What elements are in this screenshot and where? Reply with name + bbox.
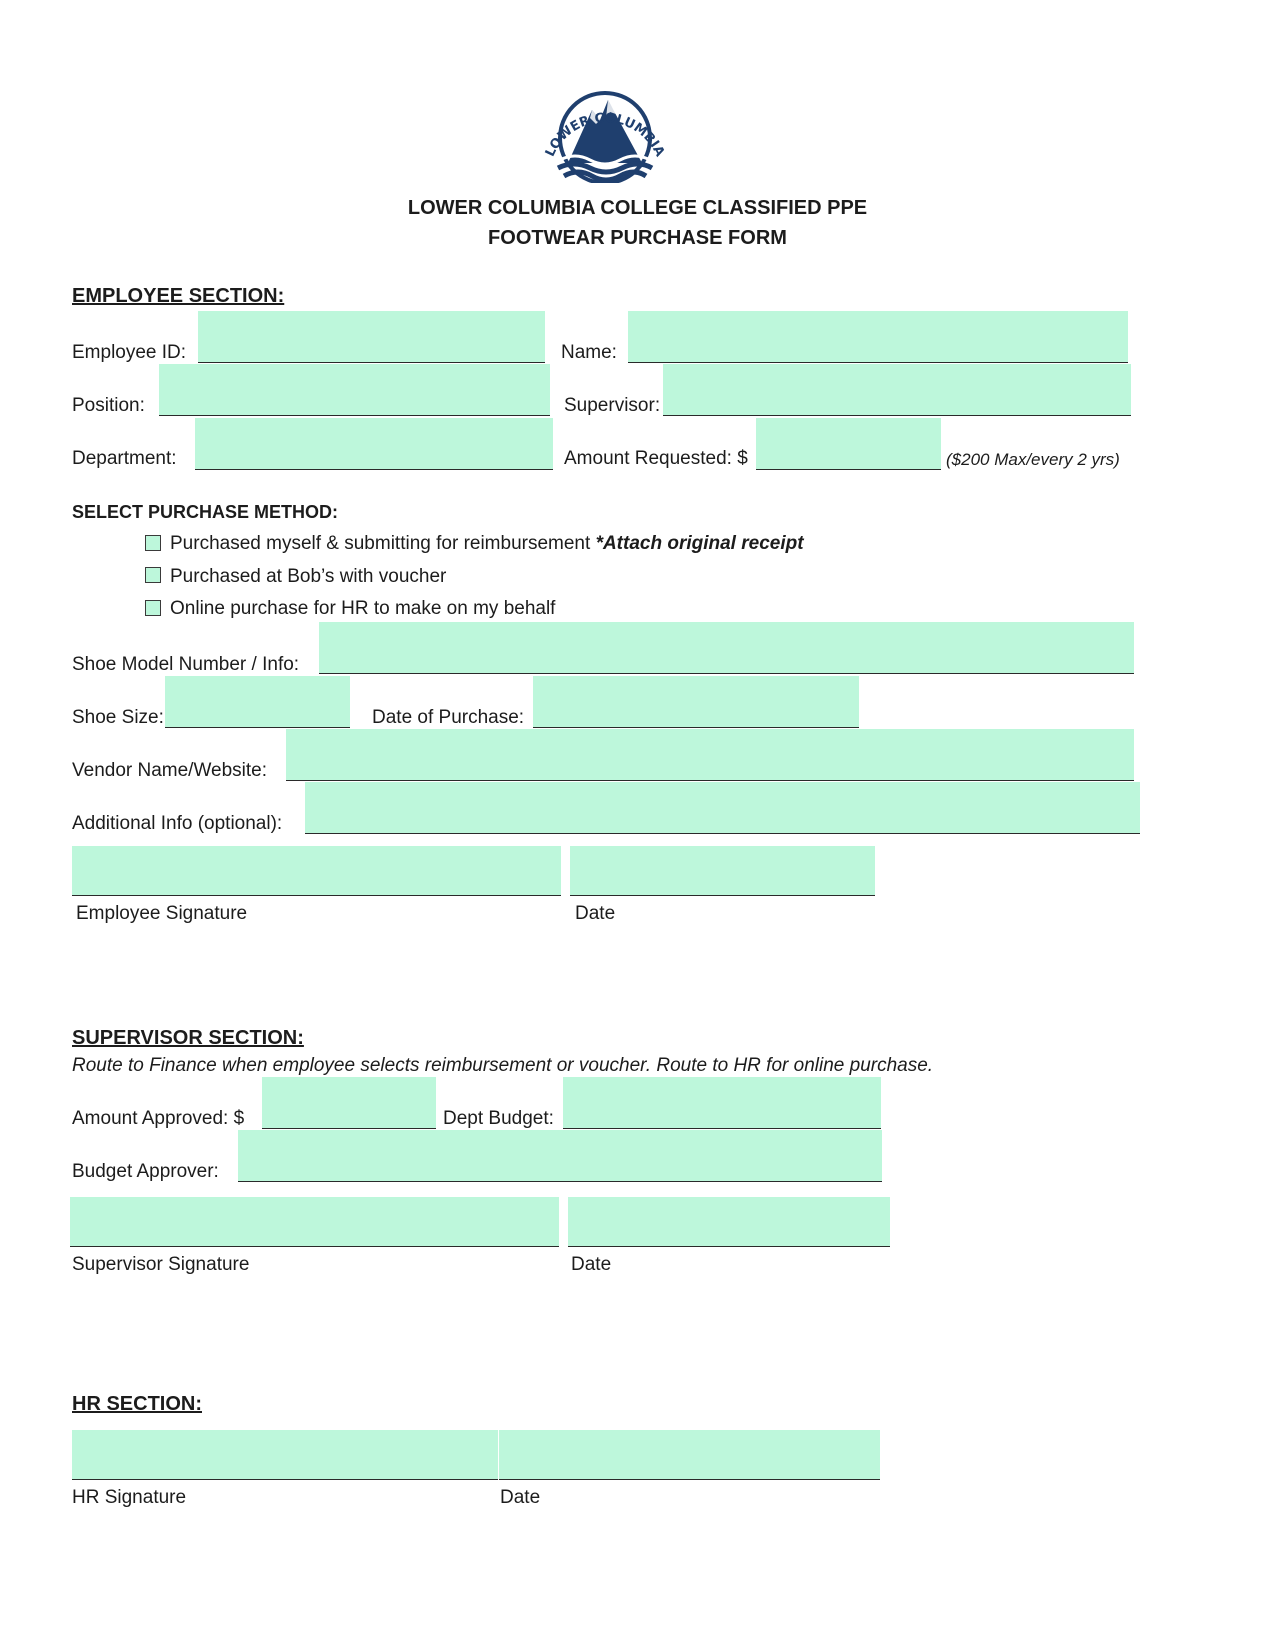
vendor-label: Vendor Name/Website: [72,760,268,781]
department-label: Department: [72,448,177,469]
shoe-model-label: Shoe Model Number / Info: [72,654,300,675]
hr-signature-label: HR Signature [72,1487,187,1508]
college-logo [530,68,680,183]
supervisor-field[interactable] [663,364,1131,416]
reimbursement-checkbox[interactable] [145,535,161,551]
attach-receipt-note: *Attach original receipt [595,533,804,554]
employee-date-label: Date [575,903,616,924]
employee-date-field[interactable] [570,846,875,896]
hr-date-field[interactable] [499,1430,880,1480]
amount-approved-label: Amount Approved: $ [72,1108,245,1129]
hr-date-label: Date [500,1487,541,1508]
employee-signature-field[interactable] [72,846,561,896]
voucher-checkbox[interactable] [145,567,161,583]
form-title-line2: FOOTWEAR PURCHASE FORM [488,227,787,249]
amount-requested-label: Amount Requested: $ [564,448,748,469]
logo-text: LOWER COLUMBIA [542,110,668,160]
date-of-purchase-field[interactable] [533,676,859,728]
shoe-size-field[interactable] [165,676,350,728]
amount-approved-field[interactable] [262,1077,436,1129]
supervisor-signature-field[interactable] [70,1197,559,1247]
department-field[interactable] [195,418,553,470]
shoe-size-label: Shoe Size: [72,707,164,728]
employee-id-label: Employee ID: [72,342,187,363]
form-title-line1: LOWER COLUMBIA COLLEGE CLASSIFIED PPE [407,197,868,219]
amount-requested-field[interactable] [756,418,941,470]
online-purchase-option-label: Online purchase for HR to make on my behalf [170,598,556,619]
supervisor-label: Supervisor: [564,395,661,416]
voucher-option-label: Purchased at Bob’s with voucher [170,566,447,587]
position-field[interactable] [159,364,550,416]
supervisor-date-label: Date [571,1254,612,1275]
reimbursement-option [170,532,804,556]
employee-section-heading: EMPLOYEE SECTION: [72,285,285,307]
dept-budget-field[interactable] [563,1077,881,1129]
additional-info-field[interactable] [305,782,1140,834]
purchase-method-heading: SELECT PURCHASE METHOD: [72,502,339,522]
supervisor-date-field[interactable] [568,1197,890,1247]
amount-max-note: ($200 Max/every 2 yrs) [946,450,1120,469]
hr-section-heading: HR SECTION: [72,1393,202,1415]
name-label: Name: [561,342,617,363]
employee-signature-label: Employee Signature [76,903,248,924]
budget-approver-label: Budget Approver: [72,1161,219,1182]
name-field[interactable] [628,311,1128,363]
vendor-field[interactable] [286,729,1134,781]
online-purchase-checkbox[interactable] [145,600,161,616]
shoe-model-field[interactable] [319,622,1134,674]
position-label: Position: [72,395,145,416]
hr-signature-field[interactable] [72,1430,498,1480]
additional-info-label: Additional Info (optional): [72,813,283,834]
dept-budget-label: Dept Budget: [443,1108,554,1129]
date-of-purchase-label: Date of Purchase: [372,707,525,728]
supervisor-section-heading: SUPERVISOR SECTION: [72,1027,304,1049]
routing-instruction: Route to Finance when employee selects reimbursement or voucher. Route to HR for online purchase. [72,1055,934,1076]
reimbursement-option-label: Purchased myself & submitting for reimbursement [170,533,596,554]
budget-approver-field[interactable] [238,1130,882,1182]
supervisor-signature-label: Supervisor Signature [72,1254,250,1275]
employee-id-field[interactable] [198,311,545,363]
